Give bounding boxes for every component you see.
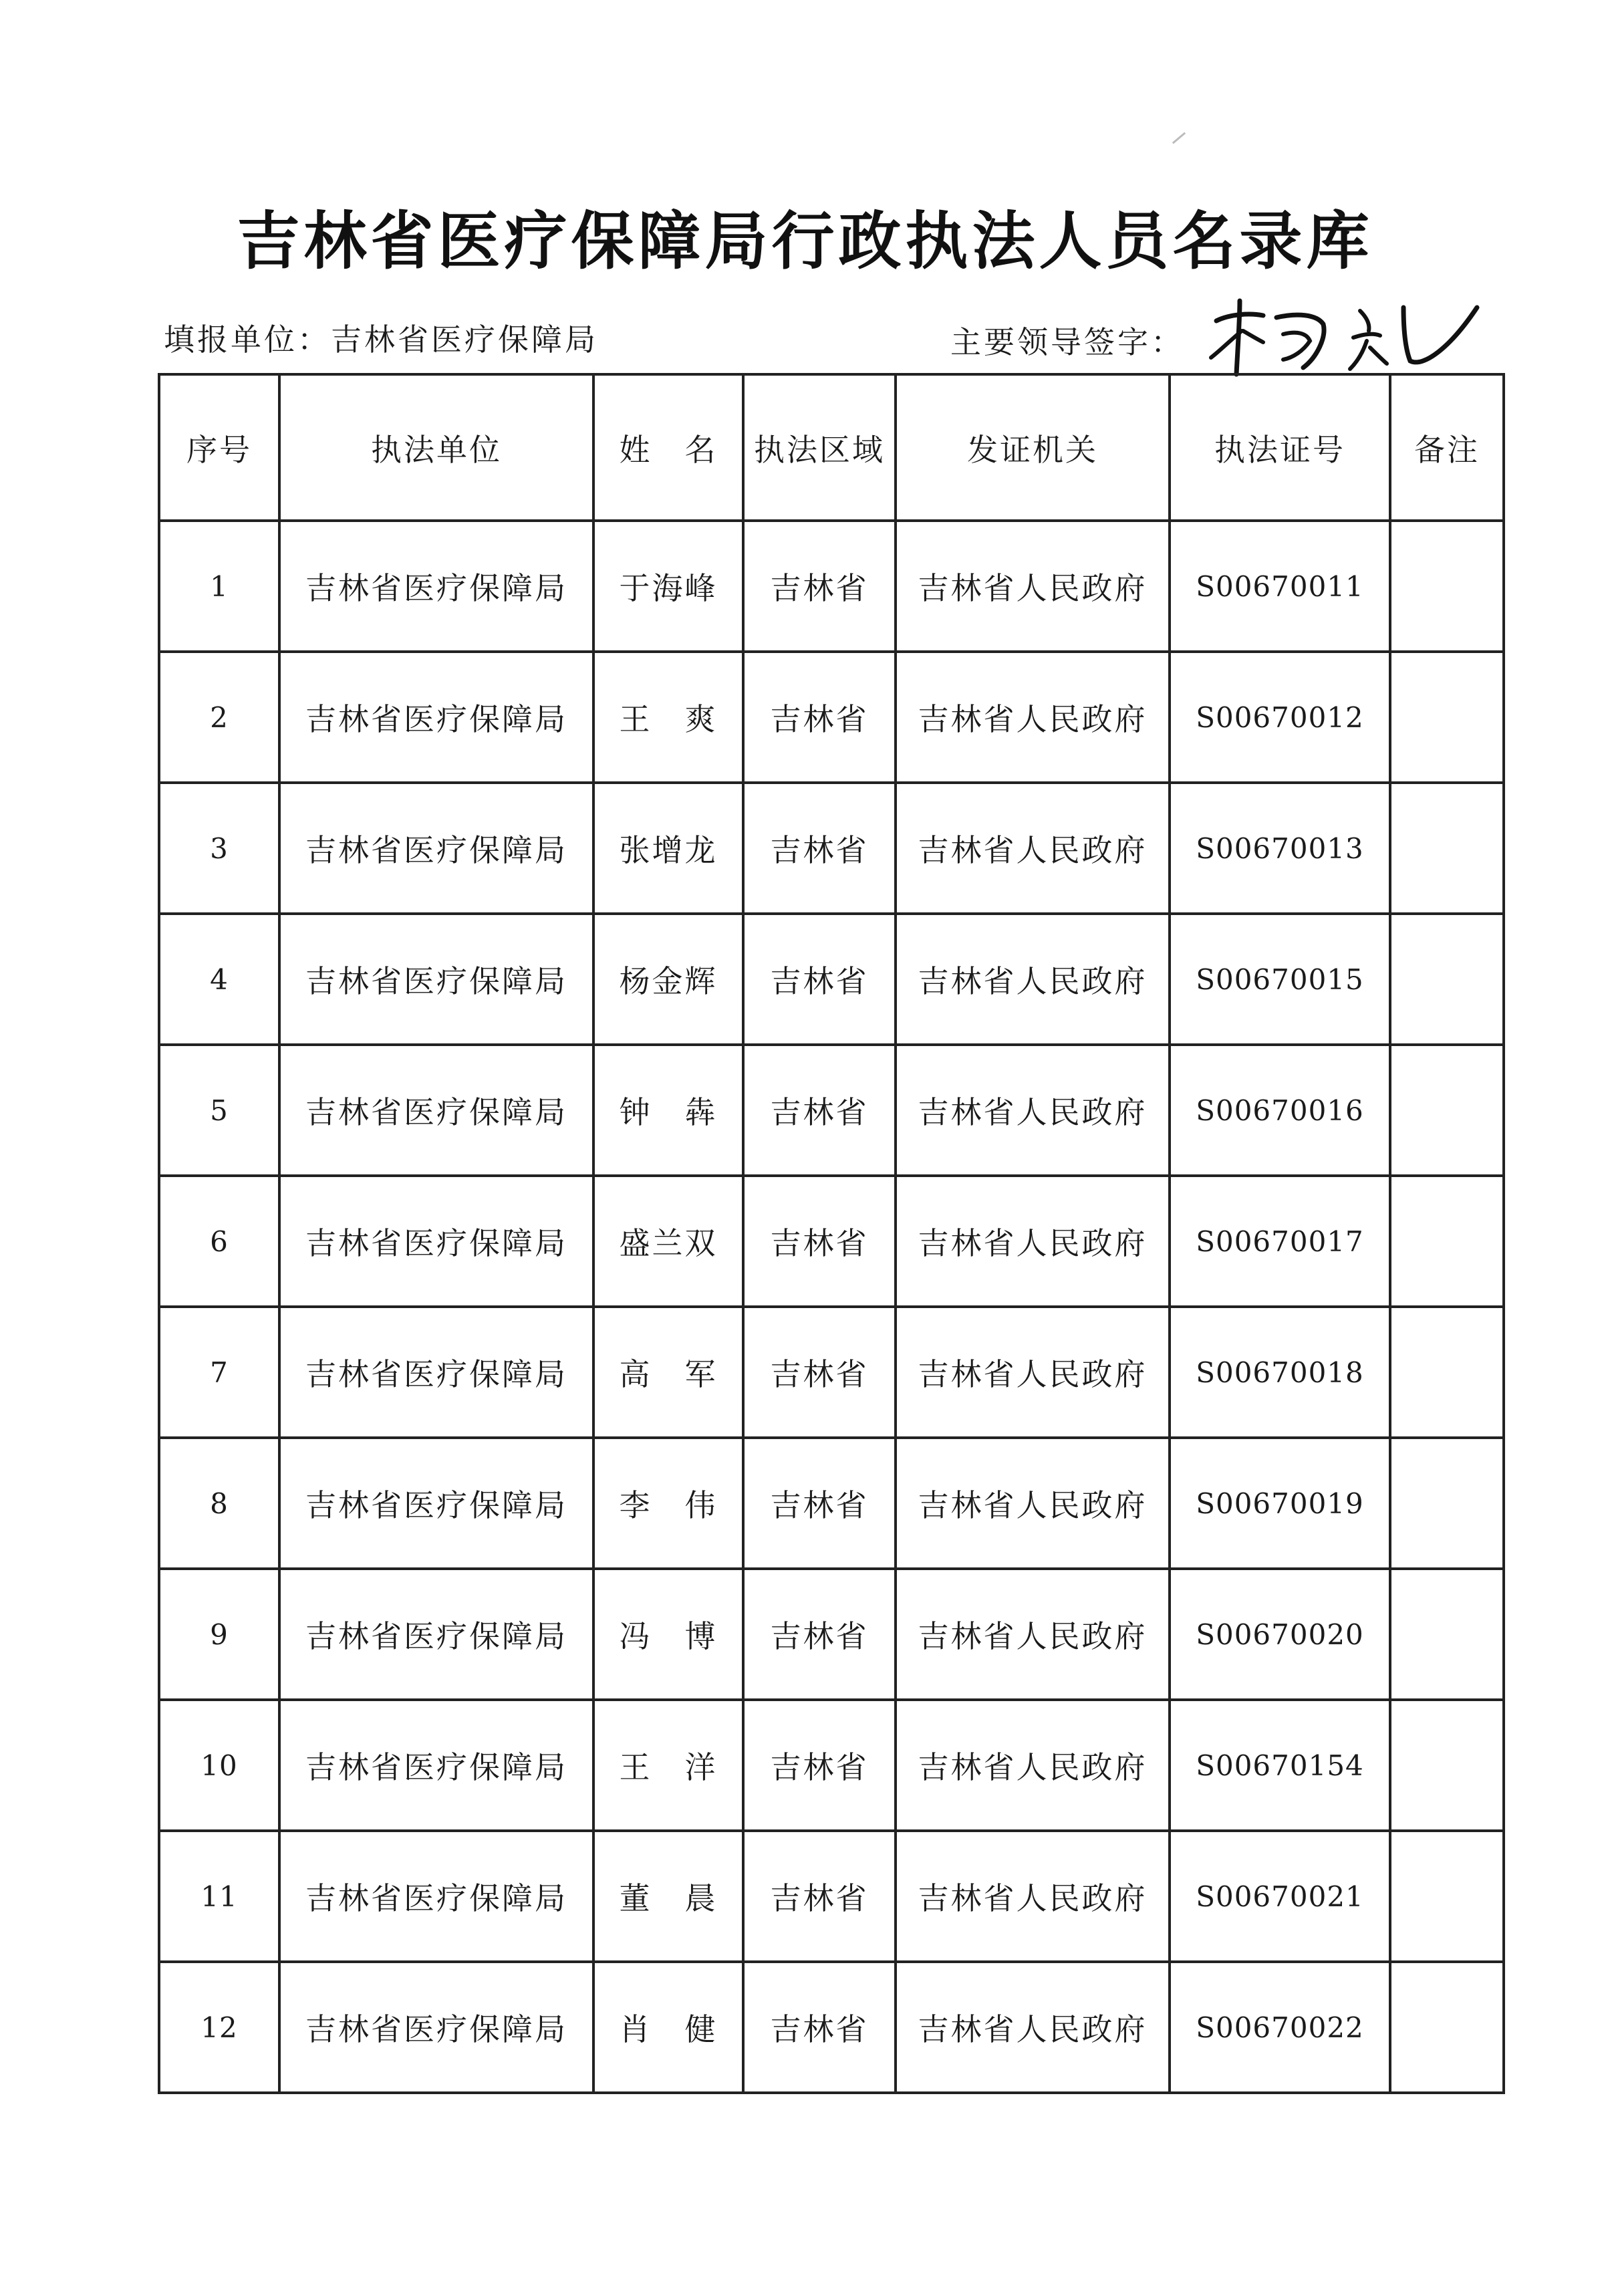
- cell-unit: 吉林省医疗保障局: [279, 1045, 593, 1176]
- table-row: [159, 1569, 1504, 1700]
- cell-issuer: 吉林省人民政府: [896, 1045, 1170, 1176]
- table-row: [159, 1831, 1504, 1962]
- table-row: [159, 1700, 1504, 1831]
- cell-unit: 吉林省医疗保障局: [279, 1831, 593, 1962]
- table-header: [159, 374, 1504, 521]
- cell-no: 4: [159, 914, 279, 1045]
- cell-unit: 吉林省医疗保障局: [279, 1307, 593, 1438]
- cell-no: 12: [159, 1962, 279, 2093]
- cell-unit: 吉林省医疗保障局: [279, 1176, 593, 1307]
- cell-region: 吉林省: [743, 1569, 896, 1700]
- cell-name: 高 军: [593, 1307, 743, 1438]
- cell-cert: S00670017: [1170, 1176, 1390, 1307]
- header-cert: 执法证号: [1170, 374, 1390, 521]
- cell-region: 吉林省: [743, 1176, 896, 1307]
- cell-name: 王 爽: [593, 652, 743, 783]
- table-row: [159, 1962, 1504, 2093]
- table-row: [159, 652, 1504, 783]
- cell-cert: S00670012: [1170, 652, 1390, 783]
- page-title: 吉林省医疗保障局行政执法人员名录库: [237, 205, 1373, 278]
- cell-cert: S00670018: [1170, 1307, 1390, 1438]
- table-body: [159, 521, 1504, 2093]
- cell-unit: 吉林省医疗保障局: [279, 1438, 593, 1569]
- scan-artifact: [1172, 132, 1186, 144]
- cell-region: 吉林省: [743, 1700, 896, 1831]
- cell-unit: 吉林省医疗保障局: [279, 652, 593, 783]
- cell-cert: S00670020: [1170, 1569, 1390, 1700]
- cell-issuer: 吉林省人民政府: [896, 1176, 1170, 1307]
- cell-no: 10: [159, 1700, 279, 1831]
- cell-no: 3: [159, 783, 279, 914]
- cell-issuer: 吉林省人民政府: [896, 1438, 1170, 1569]
- cell-unit: 吉林省医疗保障局: [279, 914, 593, 1045]
- cell-issuer: 吉林省人民政府: [896, 783, 1170, 914]
- cell-name: 冯 博: [593, 1569, 743, 1700]
- cell-no: 9: [159, 1569, 279, 1700]
- cell-cert: S00670021: [1170, 1831, 1390, 1962]
- cell-cert: S00670016: [1170, 1045, 1390, 1176]
- cell-issuer: 吉林省人民政府: [896, 1831, 1170, 1962]
- cell-cert: S00670011: [1170, 521, 1390, 652]
- cell-remark: [1390, 1176, 1504, 1307]
- cell-remark: [1390, 652, 1504, 783]
- cell-no: 2: [159, 652, 279, 783]
- table-row: [159, 914, 1504, 1045]
- leader-sign-label: 主要领导签字：: [950, 324, 1184, 360]
- cell-issuer: 吉林省人民政府: [896, 1962, 1170, 2093]
- cell-region: 吉林省: [743, 521, 896, 652]
- cell-no: 1: [159, 521, 279, 652]
- cell-no: 6: [159, 1176, 279, 1307]
- cell-cert: S00670015: [1170, 914, 1390, 1045]
- cell-issuer: 吉林省人民政府: [896, 1569, 1170, 1700]
- cell-name: 李 伟: [593, 1438, 743, 1569]
- cell-name: 董 晨: [593, 1831, 743, 1962]
- header-remark: 备注: [1390, 374, 1504, 521]
- header-name: 姓 名: [593, 374, 743, 521]
- cell-cert: S00670013: [1170, 783, 1390, 914]
- cell-no: 11: [159, 1831, 279, 1962]
- table-row: [159, 521, 1504, 652]
- cell-no: 7: [159, 1307, 279, 1438]
- handwritten-signature: [1203, 294, 1484, 381]
- cell-no: 8: [159, 1438, 279, 1569]
- cell-cert: S00670019: [1170, 1438, 1390, 1569]
- cell-name: 杨金辉: [593, 914, 743, 1045]
- cell-unit: 吉林省医疗保障局: [279, 1700, 593, 1831]
- cell-name: 王 洋: [593, 1700, 743, 1831]
- cell-region: 吉林省: [743, 652, 896, 783]
- cell-remark: [1390, 1307, 1504, 1438]
- cell-region: 吉林省: [743, 1307, 896, 1438]
- cell-issuer: 吉林省人民政府: [896, 521, 1170, 652]
- cell-issuer: 吉林省人民政府: [896, 914, 1170, 1045]
- cell-remark: [1390, 1962, 1504, 2093]
- cell-region: 吉林省: [743, 1438, 896, 1569]
- cell-remark: [1390, 1831, 1504, 1962]
- cell-name: 肖 健: [593, 1962, 743, 2093]
- cell-region: 吉林省: [743, 1831, 896, 1962]
- cell-region: 吉林省: [743, 783, 896, 914]
- table-row: [159, 1307, 1504, 1438]
- cell-name: 张增龙: [593, 783, 743, 914]
- cell-cert: S00670022: [1170, 1962, 1390, 2093]
- header-no: 序号: [159, 374, 279, 521]
- cell-unit: 吉林省医疗保障局: [279, 1962, 593, 2093]
- table-row: [159, 1176, 1504, 1307]
- cell-remark: [1390, 914, 1504, 1045]
- table-row: [159, 1045, 1504, 1176]
- cell-issuer: 吉林省人民政府: [896, 1700, 1170, 1831]
- cell-unit: 吉林省医疗保障局: [279, 521, 593, 652]
- cell-cert: S00670154: [1170, 1700, 1390, 1831]
- cell-unit: 吉林省医疗保障局: [279, 783, 593, 914]
- cell-remark: [1390, 1700, 1504, 1831]
- cell-name: 于海峰: [593, 521, 743, 652]
- table-row: [159, 1438, 1504, 1569]
- cell-issuer: 吉林省人民政府: [896, 1307, 1170, 1438]
- cell-remark: [1390, 1569, 1504, 1700]
- cell-unit: 吉林省医疗保障局: [279, 1569, 593, 1700]
- cell-region: 吉林省: [743, 1962, 896, 2093]
- cell-issuer: 吉林省人民政府: [896, 652, 1170, 783]
- cell-region: 吉林省: [743, 1045, 896, 1176]
- table-row: [159, 783, 1504, 914]
- cell-remark: [1390, 521, 1504, 652]
- header-issuer: 发证机关: [896, 374, 1170, 521]
- cell-name: 盛兰双: [593, 1176, 743, 1307]
- cell-region: 吉林省: [743, 914, 896, 1045]
- header-unit: 执法单位: [279, 374, 593, 521]
- header-region: 执法区域: [743, 374, 896, 521]
- cell-remark: [1390, 1438, 1504, 1569]
- cell-remark: [1390, 783, 1504, 914]
- roster-table: [158, 373, 1505, 2094]
- cell-name: 钟 犇: [593, 1045, 743, 1176]
- fill-unit-label: 填报单位：吉林省医疗保障局: [164, 322, 598, 358]
- cell-remark: [1390, 1045, 1504, 1176]
- cell-no: 5: [159, 1045, 279, 1176]
